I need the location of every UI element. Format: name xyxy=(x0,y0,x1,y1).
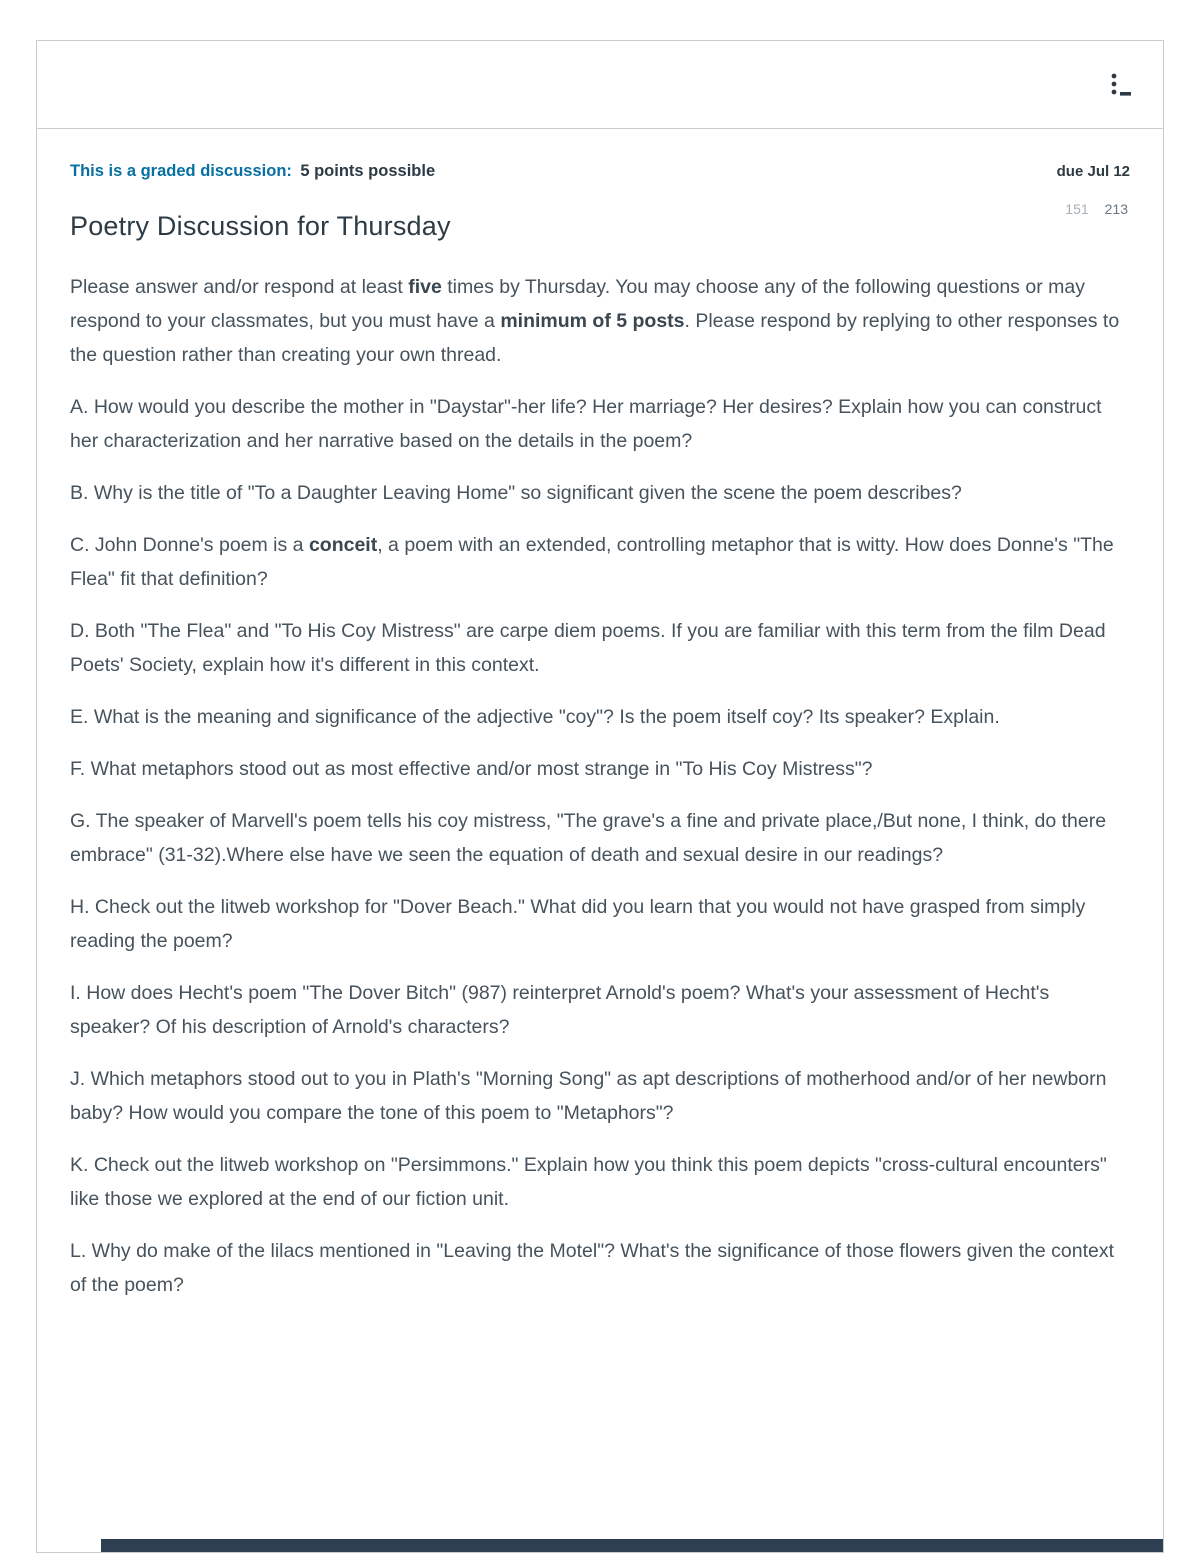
discussion-paragraph xyxy=(70,890,1130,958)
discussion-paragraph xyxy=(70,390,1130,458)
paragraph-bold-text: five xyxy=(408,276,442,298)
discussion-paragraph xyxy=(70,528,1130,596)
paragraph-text: A. How would you describe the mother in "Daystar"-her life? Her marriage? Her desires? Explain how you can construct her characterization and her narrative based on the details in the poem? xyxy=(70,396,1102,452)
paragraph-text: . Please respond by replying to other responses to the question rather than creating your own thread. xyxy=(70,310,1120,366)
paragraph-text: B. Why is the title of "To a Daughter Leaving Home" so significant given the scene the poem describes? xyxy=(70,482,962,504)
paragraph-text: I. How does Hecht's poem "The Dover Bitch" (987) reinterpret Arnold's poem? What's your assessment of Hecht's speaker? Of his description of Arnold's characters? xyxy=(70,982,1050,1038)
discussion-paragraph xyxy=(70,976,1130,1044)
card-content xyxy=(37,129,1163,1302)
paragraph-text: C. John Donne's poem is a xyxy=(70,534,309,556)
paragraph-text: J. Which metaphors stood out to you in Plath's "Morning Song" as apt descriptions of motherhood and/or of her newborn baby? How would you compare the tone of this poem to "Metaphors"? xyxy=(70,1068,1107,1124)
points-possible-label: 5 points possible xyxy=(300,162,436,180)
discussion-paragraph xyxy=(70,700,1130,734)
graded-statement xyxy=(70,162,435,181)
paragraph-text: Please answer and/or respond at least xyxy=(70,276,409,298)
paragraph-text: D. Both "The Flea" and "To His Coy Mistress" are carpe diem poems. If you are familiar with this term from the film Dead Poets' Society, explain how it's different in this context. xyxy=(70,620,1106,676)
paragraph-text: G. The speaker of Marvell's poem tells his coy mistress, "The grave's a fine and private place,/But none, I think, do there embrace" (31-32).Where else have we seen the equation of death and sexual desire in our readings? xyxy=(70,810,1107,866)
embedded-content-bar xyxy=(101,1539,1163,1552)
discussion-paragraph xyxy=(70,1234,1130,1302)
graded-row xyxy=(70,162,1130,181)
due-date-label: due Jul 12 xyxy=(1056,163,1130,180)
title-row xyxy=(70,201,1130,242)
reply-counts xyxy=(1065,201,1130,217)
paragraph-text: , a poem with an extended, controlling metaphor that is witty. How does Donne's "The Flea" fit that definition? xyxy=(70,534,1114,590)
card-toolbar xyxy=(37,41,1163,129)
discussion-paragraph xyxy=(70,270,1130,372)
graded-discussion-label: This is a graded discussion: xyxy=(70,162,292,180)
discussion-paragraph xyxy=(70,1062,1130,1130)
total-count: 213 xyxy=(1104,201,1128,217)
kebab-menu-icon xyxy=(1105,70,1135,100)
discussion-card xyxy=(36,40,1164,1553)
discussion-options-button[interactable] xyxy=(1099,64,1141,106)
discussion-paragraph xyxy=(70,1148,1130,1216)
paragraph-text: K. Check out the litweb workshop on "Persimmons." Explain how you think this poem depicts "cross-cultural encounters" like those we explored at the end of our fiction unit. xyxy=(70,1154,1107,1210)
discussion-paragraph xyxy=(70,804,1130,872)
paragraph-bold-text: minimum of 5 posts xyxy=(500,310,685,332)
discussion-paragraph xyxy=(70,614,1130,682)
discussion-paragraph xyxy=(70,752,1130,786)
paragraph-bold-text: conceit xyxy=(308,534,378,556)
paragraph-text: H. Check out the litweb workshop for "Dover Beach." What did you learn that you would not have grasped from simply reading the poem? xyxy=(70,896,1086,952)
paragraph-text: L. Why do make of the lilacs mentioned in "Leaving the Motel"? What's the significance of those flowers given the context of the poem? xyxy=(70,1240,1115,1296)
paragraph-text: E. What is the meaning and significance of the adjective "coy"? Is the poem itself coy? Its speaker? Explain. xyxy=(70,706,1000,728)
discussion-paragraph xyxy=(70,476,1130,510)
paragraph-text: F. What metaphors stood out as most effective and/or most strange in "To His Coy Mistress"? xyxy=(70,758,873,780)
discussion-message-body xyxy=(70,270,1130,1302)
unread-count: 151 xyxy=(1065,201,1089,217)
paragraph-text: times by Thursday. You may choose any of the following questions or may respond to your classmates, but you must have a xyxy=(70,276,1085,332)
discussion-title: Poetry Discussion for Thursday xyxy=(70,211,451,241)
